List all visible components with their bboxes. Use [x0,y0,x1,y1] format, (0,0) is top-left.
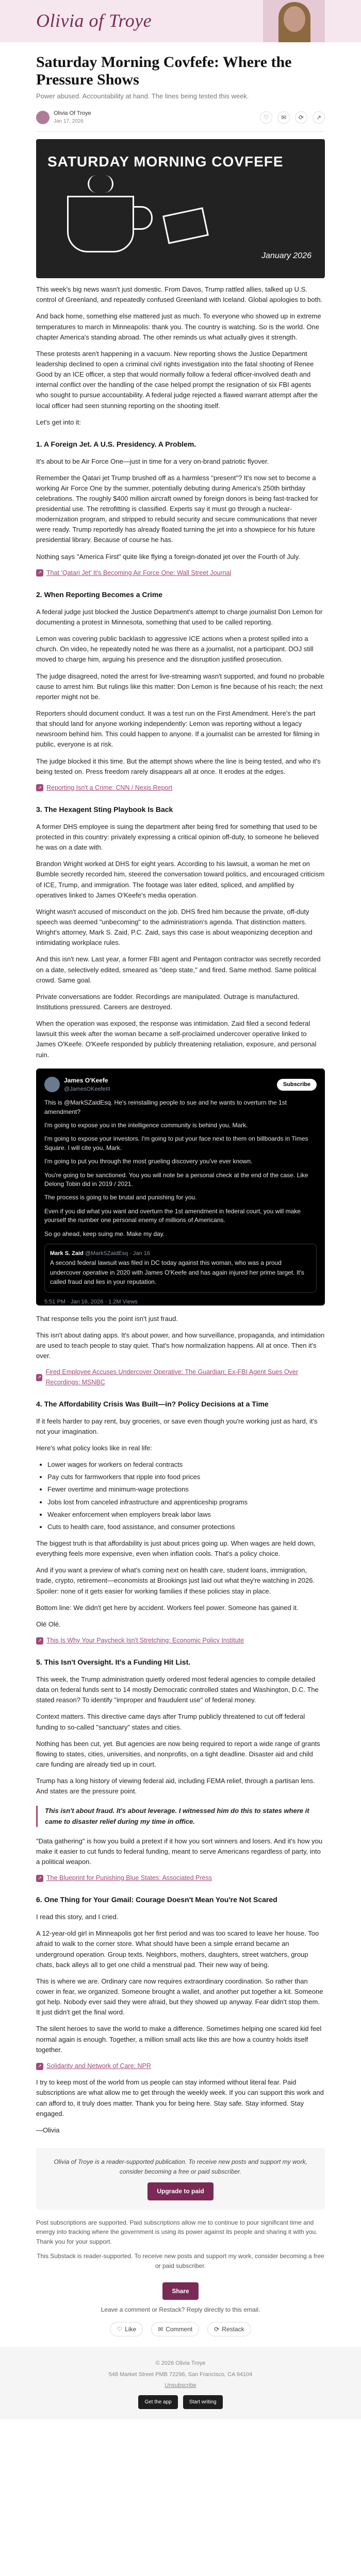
paragraph: The judge disagreed, noted the arrest for live-streaming wasn't supported, and found no probable cause to arrest him. But rulings like this matter: Don Lemon is fine because of his reach; the next reporter might not be. [36,672,324,701]
source-link-text[interactable]: This Is Why Your Paycheck Isn't Stretching: Economic Policy Institute [46,1636,244,1644]
restack-icon: ⟳ [214,2325,220,2333]
paragraph: The biggest truth is that affordability is just about prices going up. When wages are held down, everything feels more expensive, even when inflation cools. That's a policy choice. [36,1539,316,1558]
unsubscribe-link[interactable]: Unsubscribe [165,2382,196,2388]
source-link-text[interactable]: That 'Qatari Jet' It's Becoming Air Force One: Wall Street Journal [46,569,232,577]
subscribe-cta [36,2148,325,2210]
tweet-text: The process is going to be brutal and punishing for you. [44,1194,197,1201]
tweet-text: You're going to be sanctioned. You you will note be a personal check at the end of the case. Like Delong Tobin did in 2019 / 2021. [44,1171,308,1188]
pull-quote: This isn't about fraud. It's about leverage. I witnessed him do this to states where it came to disaster relief during my time in office. [36,1806,325,1826]
author-avatar[interactable] [36,111,50,124]
list-item: • Weaker enforcement when employers break labor laws [47,1510,325,1520]
author-portrait [263,0,325,42]
paragraph: Brandon Wright worked at DHS for eight years. According to his lawsuit, a woman he met on Bumble secretly recorded him, steered the conversation toward politics, and encouraged criticism of ICE, Trump, and immigration. The footage was later edited, spliced, and amplified by operatives linked to James O'Keefe's media operation. [36,860,325,899]
tweet-text: I'm going to expose your investors. I'm going to put your face next to them on billboards in Times Square. I will cite you, Mark. [44,1135,308,1151]
paragraph: This week's big news wasn't just domestic. From Davos, Trump rattled allies, talked up U.S. control of Greenland, and repeatedly confused Greenland with Iceland. Global apologies to both. [36,285,323,304]
tweet-text: I'm going to put you through the most grueling discovery you've ever known. [44,1158,253,1165]
share-button[interactable]: Share [162,2282,198,2300]
link-icon: ↗ [36,1875,43,1882]
heart-icon[interactable]: ♡ [260,111,272,124]
paragraph: That response tells you the point isn't just fraud. [36,1314,178,1323]
tweet-avatar[interactable] [44,1077,60,1092]
list-item: • Fewer overtime and minimum-wage protections [47,1484,325,1495]
paragraph: Let's get into it: [36,418,81,426]
hero-image [36,139,325,278]
source-link[interactable] [36,783,325,793]
upgrade-button[interactable]: Upgrade to paid [147,2182,213,2200]
restack-label: Restack [222,2325,244,2333]
paragraph: Lemon was covering public backlash to aggressive ICE actions when a protest spilled into a church. On video, he repeatedly noted he was there as a journalist, not a participant. DOJ still moved to charge him, arguing his presence and the disruption justified prosecution. [36,635,314,664]
paragraph: And back home, something else mattered just as much. To everyone who showed up in extreme temperatures to march in Minneapolis: thank you. The country is watching. So is the world. One chapter America's standing abroad. The other reminds us what actually gives it strength. [36,312,321,341]
paragraph: Olé Olé. [36,1620,61,1628]
source-link-text[interactable]: Solidarity and Network of Care: NPR [46,2062,151,2070]
tweet-author-handle[interactable]: @JamesOKeefeIII [64,1086,111,1093]
list-item: • Cuts to health care, food assistance, and consumer protections [47,1522,325,1532]
section-heading: 3. The Hexagent Sting Playbook Is Back [36,805,173,814]
heart-icon: ♡ [117,2325,123,2333]
steam-icon [88,175,113,193]
quoted-author[interactable]: Mark S. Zaid [50,1250,84,1257]
source-link[interactable] [36,568,325,578]
newspaper-icon [162,207,209,244]
post-actions [36,2322,325,2337]
paragraph: These protests aren't happening in a vacuum. New reporting shows the Justice Department leadership declined to open a criminal civil rights investigation into the fatal shooting of Renee Good by an ICE officer, a step that would normally follow a federal officer-involved death and internal conflict over the handling of the case helped prompt the resignation of six FBI agents who sought to pursue accountability. A federal judge rejected a flawed warrant attempt after the local officer had seen stunning reporting on the shooting itself. [36,349,318,410]
hero-date: January 2026 [261,251,311,261]
link-icon: ↗ [36,784,43,791]
comment-button[interactable] [151,2322,199,2337]
paragraph: Remember the Qatari jet Trump brushed off as a harmless "present"? It's now set to become a working Air Force One by the summer, potentially debuting during America's 250th birthday celebrations. The roughly $400 million aircraft owned by foreign donors is being fast-tracked for presidential use. The retrofitting is classified. Experts say it must go through a nuclear-modernization program, and stripped to rebuild security and secure communications that never were ready. Trump reportedly has already floated turning the jet into a showpiece for his future presidential library. Because of course he has. [36,473,318,544]
restack-button[interactable] [207,2322,251,2337]
tweet-author-name[interactable]: James O'Keefe [64,1076,108,1084]
quoted-handle: @MarkSZaidEsq · Jan 16 [85,1250,150,1257]
link-icon: ↗ [36,1637,43,1645]
paragraph: I read this story, and I cried. [36,1913,119,1921]
article-title[interactable]: Saturday Morning Covfefe: Where the Pressure Shows [36,54,292,88]
section-heading: 4. The Affordability Crisis Was Built—in? Policy Decisions at a Time [36,1399,269,1408]
paragraph: Wright wasn't accused of misconduct on the job. DHS fired him because the private, off-duty speech was deemed "unbecoming" to the administration's agenda. That distinction matters. Wright's attorney, Mark S. Zaid, P.C. Zaid, says this case is about weaponizing deception and intimidating workplace rules. [36,907,313,947]
get-app-button[interactable]: Get the app [138,2395,177,2410]
list-item: • Lower wages for workers on federal contracts [47,1460,325,1470]
paragraph: The silent heroes to save the world to make a difference. Sometimes helping one scared kid feel normal again is enough. Together, a million small acts like this are how a country holds itself together. [36,2025,322,2054]
paragraph: This is where we are. Ordinary care now requires extraordinary coordination. So rather than cower in fear, we organized. Someone brought a wallet, and another put together a kit. Someone got help. Nobody ever said they were afraid, but they showed up anyway. Fear didn't stop them. It just didn't get the final word. [36,1977,323,2016]
reply-prompt: Leave a comment or Restack? Reply directly to this email. [101,2306,260,2314]
source-link[interactable] [36,1636,325,1646]
tweet-subscribe-button[interactable]: Subscribe [277,1079,317,1091]
source-link[interactable] [36,1367,325,1387]
publication-logo[interactable]: Olivia of Troye [36,10,152,31]
share-wrap [36,2276,325,2300]
tweet-text: So go ahead, keep suing me. Make my day. [44,1230,165,1238]
paragraph: Context matters. This directive came days after Trump publicly threatened to cut off federal funding to so-called "sanctuary" states and cities. [36,1713,305,1731]
footer [0,2347,361,2419]
comment-icon[interactable]: ✉ [277,111,290,124]
tweet-text: I'm going to expose you in the intelligence community is behind you, Mark. [44,1122,248,1129]
paragraph: A federal judge just blocked the Justice Department's attempt to charge journalist Don Lemon for documenting a protest in Minnesota, something that used to be called reporting. [36,607,323,626]
paragraph: And this isn't new. Last year, a former FBI agent and Pentagon contractor was secretly recorded on a date, selectively edited, smeared as "deep state," and fired. Same method. Same political crowd. Same goal. [36,955,321,984]
tweet-text: Even if you did what you want and overturn the 1st amendment in federal court, you will make yourself the number one personal enemy of millions of Americans. [44,1207,301,1224]
start-writing-button[interactable]: Start writing [183,2395,223,2410]
paragraph: This isn't about dating apps. It's about power, and how surveillance, propaganda, and intimidation are used to teach people to stay quiet. That's how normalization happens. All at once. Then it's over. [36,1331,325,1360]
quoted-tweet[interactable] [44,1244,317,1293]
paragraph: Nothing has been cut, yet. But agencies are now being required to report a wide range of grants flowing to states, cities, universities, and nonprofits, on a tight deadline. Disaster aid and child care funding are already tied up in court. [36,1739,320,1768]
paragraph: Reporters should document conduct. It was a test run on the First Amendment. Here's the part that should land for anyone working independently: Lemon was reporting without a legacy newsroom behind him. This could happen to anyone. If a journalist can be arrested for filming in public, everyone is at risk. [36,709,320,749]
hero-title: SATURDAY MORNING COVFEFE [47,154,284,170]
paragraph: When the operation was exposed, the response was intimidation. Zaid filed a second federal lawsuit this week after the woman became a self-proclaimed undercover operative linked to James O'Keefe. O'Keefe responded by publicly threatening retaliation, exposure, and personal ruin. [36,1020,317,1059]
byline [36,110,325,125]
author-name[interactable]: Olivia Of Troye [54,110,91,117]
cup-handle-icon [133,206,153,230]
quoted-text: A second federal lawsuit was filed in DC today against this woman, who was a proud undercover operative in 2020 with James O'Keefe and has again injured her prime target. It's called fraud and lies in your reputation. [50,1259,304,1286]
paragraph: "Data gathering" is how you build a pretext if it how you sort winners and losers. And it's how you make it easier to cut funds to federal funding, meant to serve Americans regardless of party, into a political weapon. [36,1837,323,1866]
paragraph: Trump has a long history of viewing federal aid, including FEMA relief, through a partisan lens. And states are the pressure point. [36,1777,315,1795]
like-button[interactable] [110,2322,143,2337]
section-heading: 1. A Foreign Jet. A U.S. Presidency. A Problem. [36,439,196,448]
link-icon: ↗ [36,1374,42,1381]
address: 548 Market Street PMB 72296, San Francisco, CA 94104 [108,2371,253,2378]
article [36,54,325,2336]
link-icon: ↗ [36,569,43,577]
tweet-text: This is @MarkSZaidEsq. He's reinstalling people to sue and he wants to overturn the 1st amendment? [44,1099,287,1115]
source-link-text[interactable]: Reporting Isn't a Crime: CNN / Nexis Report [46,784,173,791]
link-icon: ↗ [36,2063,43,2070]
paragraph: This week, the Trump administration quietly ordered most federal agencies to compile detailed data on federal funds sent to 14 mostly Democratic controlled states and Washington, D.C. The stated reason? To identify "improper and fraudulent use" of federal money. [36,1675,319,1704]
policy-list [47,1460,325,1532]
list-item: • Pay cuts for farmworkers that ripple into food prices [47,1472,325,1482]
paragraph: The judge blocked it this time. But the attempt shows where the line is being tested, and who it's being tested on. Press freedom rarely disappears all at once. It erodes at the edges. [36,757,321,775]
comment-icon: ✉ [158,2325,163,2333]
share-icon[interactable]: ↗ [313,111,325,124]
publication-banner [0,0,361,42]
paragraph: If it feels harder to pay rent, buy groceries, or save even though you're working just as hard, it's not your imagination. [36,1417,318,1435]
paragraph: A 12-year-old girl in Minneapolis got her first period and was too scared to leave her house. Too afraid to walk to the corner store. What should have been a simple errand became an underground operation. Group texts. Neighbors, mothers, daughters, street watchers, group chats, back alleys all to get one child a menstrual pad. Their new way of being. [36,1929,319,1969]
source-link[interactable] [36,1873,325,1883]
embedded-tweet[interactable] [36,1069,325,1306]
source-link-text[interactable]: Fired Employee Accuses Undercover Operative: The Guardian; Ex-FBI Agent Sues Over Recordings: MSNBC [45,1368,299,1386]
restack-icon[interactable]: ⟳ [295,111,307,124]
reader-supported-note: This Substack is reader-supported. To receive new posts and support my work, consider becoming a free or paid subscriber. [37,2252,324,2270]
paragraph: I try to keep most of the world from us people can stay informed without literal fear. Paid subscriptions are what allow me to get through the weekly week. If you can support this work and can afford to, it truly does matter. Thank you for being here. Stay safe. Stay informed. Stay engaged. [36,2078,324,2117]
signature: —Olivia [36,2126,60,2134]
paragraph: It's about to be Air Force One—just in time for a very on-brand patriotic flyover. [36,457,269,465]
comment-label: Comment [166,2325,193,2333]
paragraph: Here's what policy looks like in real life: [36,1444,153,1452]
paragraph: Nothing says "America First" quite like flying a foreign-donated jet over the Fourth of July. [36,552,300,561]
paragraph: And if you want a preview of what's coming next on health care, student loans, immigration, trade, crypto, retirement—economists at Brookings just laid out what they're watching in 2026. Spoiler: none of it gets easier for working families if these policies stay in place. [36,1566,315,1595]
section-heading: 5. This Isn't Oversight. It's a Funding Hit List. [36,1658,191,1667]
paragraph: Private conversations are fodder. Recordings are manipulated. Outrage is manufactured. Institutions pressured. Careers are destroyed. [36,992,300,1011]
article-subtitle: Power abused. Accountability at hand. The lines being tested this week. [36,92,249,100]
cta-text: Olivia of Troye is a reader-supported publication. To receive new posts and support my work, consider becoming a free or paid subscriber. [54,2158,307,2175]
section-heading: 2. When Reporting Becomes a Crime [36,590,163,599]
list-item: • Jobs lost from canceled infrastructure and apprenticeship programs [47,1497,325,1507]
section-heading: 6. One Thing for Your Gmail: Courage Doesn't Mean You're Not Scared [36,1895,277,1904]
paragraph: A former DHS employee is suing the department after being fired for something that used to be protected in this country: privately expressing a critical opinion off-duty, to someone he believed he was on a date with. [36,822,319,852]
paragraph: Bottom line: We didn't get here by accident. Workers feel power. Someone has gained it. [36,1603,299,1612]
post-date: Jan 17, 2026 [54,118,84,124]
tweet-meta: 5:51 PM · Jan 16, 2026 · 1.2M Views [44,1298,138,1305]
divider [36,131,325,132]
source-link[interactable] [36,2061,325,2071]
support-note: Post subscriptions are supported. Paid subscriptions allow me to continue to pour significant time and energy into tracking where the government is using its power against its people and sharing it with you. Thank you for your support. [36,2218,318,2245]
copyright: © 2026 Olivia Troye [155,2360,206,2367]
like-label: Like [125,2325,137,2333]
coffee-cup-icon [67,196,134,252]
source-link-text[interactable]: The Blueprint for Punishing Blue States: Associated Press [46,1874,212,1882]
